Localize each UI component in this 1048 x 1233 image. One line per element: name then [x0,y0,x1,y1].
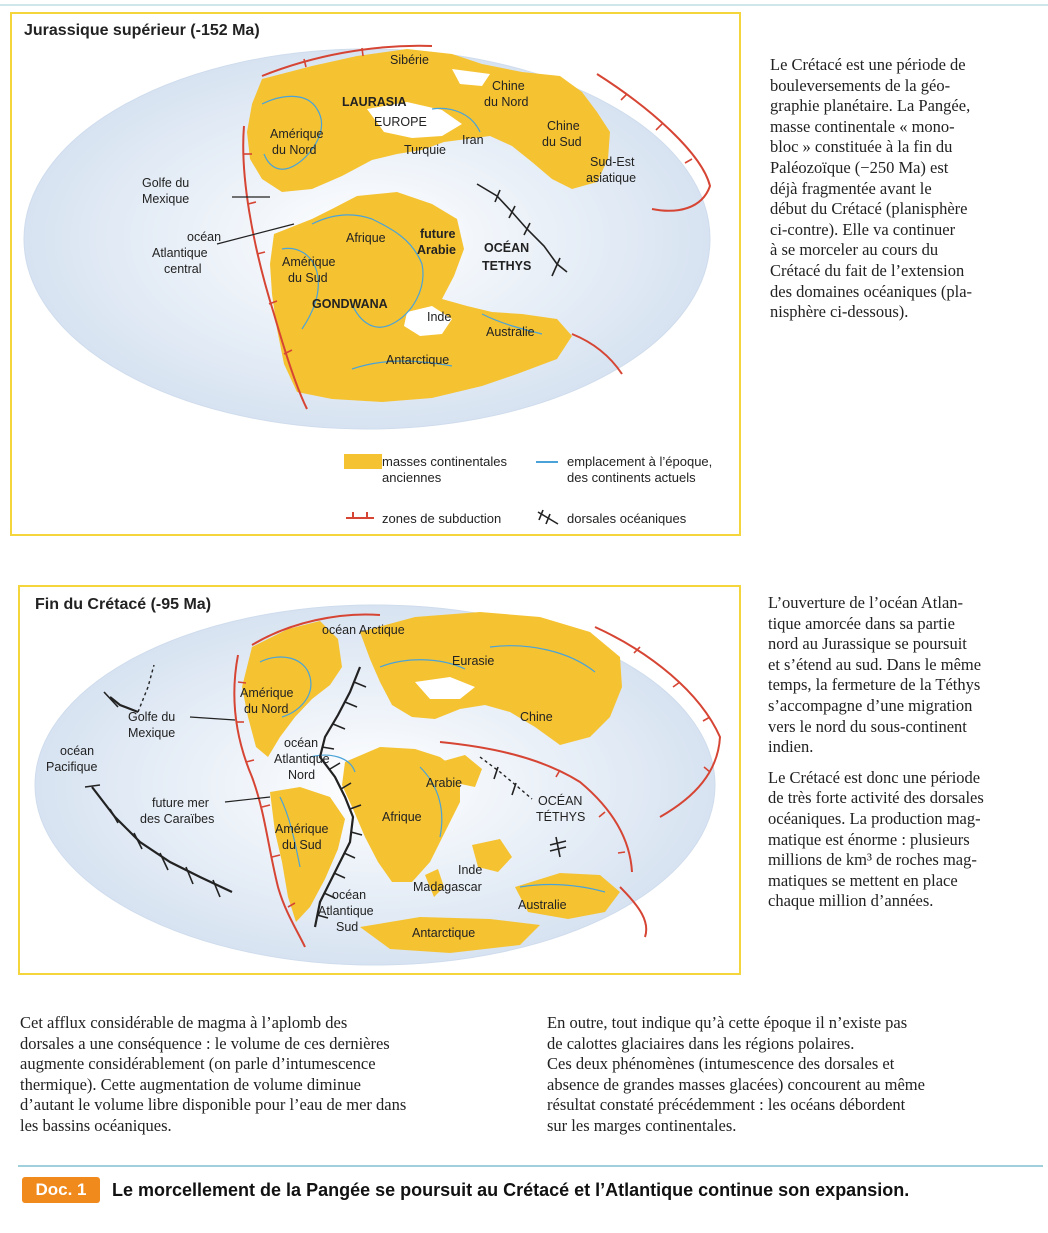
label-amerique-sud-2: du Sud [288,271,328,285]
map-cretace-title: Fin du Crétacé (-95 Ma) [35,596,212,613]
label-ocean-tethys-1: OCÉAN [538,794,583,808]
legend-dorsales: dorsales océaniques [567,511,687,526]
doc-badge: Doc. 1 [22,1177,100,1203]
label-ocean-tethys-2: TETHYS [482,259,532,273]
legend-subduction: zones de subduction [382,511,502,526]
label-antarctique: Antarctique [412,926,476,940]
label-ocean-atl-1: océan [187,230,222,244]
label-laurasia: LAURASIA [342,95,407,109]
legend-emplacement: emplacement à l’époque, des continents actuels [567,454,713,485]
legend-subduction-symbol [346,512,374,518]
label-iran: Iran [462,133,484,147]
map-cretace-frame [18,585,741,975]
label-future-mer-1: future mer [152,796,209,810]
label-amerique-nord-1: Amérique [240,686,294,700]
doc-caption-rule [18,1165,1043,1167]
label-ocean-atls-1: océan [332,888,367,902]
label-golfe-1: Golfe du [142,176,190,190]
label-chine-nord-1: Chine [492,79,525,93]
label-amerique-nord-1: Amérique [270,127,324,141]
label-ocean-atln-3: Nord [288,768,316,782]
legend-continent-swatch [344,454,382,469]
label-arabie: Arabie [426,776,463,790]
label-antarctique: Antarctique [386,353,450,367]
label-chine: Chine [520,710,553,724]
label-chine-sud-2: du Sud [542,135,582,149]
top-rule [0,4,1048,6]
label-inde: Inde [458,863,483,877]
label-ocean-pac-1: océan [60,744,95,758]
label-amerique-nord-2: du Nord [244,702,289,716]
label-eurasie: Eurasie [452,654,495,668]
label-chine-sud-1: Chine [547,119,580,133]
label-sud-est-2: asiatique [586,171,637,185]
label-amerique-sud-1: Amérique [275,822,329,836]
label-ocean-atl-3: central [164,262,202,276]
label-australie: Australie [486,325,535,339]
label-afrique: Afrique [382,810,422,824]
bottom-text-left: Cet afflux considérable de magma à l’aplomb des dorsales a une conséquence : le volume de ces dernières augmente considérablement (on parle d’intumescence thermique). Cette augmentation de volume diminue d’autant le volume libre disponible pour l’eau de mer dans les bassins océaniques. [20,1013,407,1135]
label-golfe-2: Mexique [142,192,190,206]
label-ocean-atl-2: Atlantique [152,246,208,260]
label-ocean-tethys-1: OCÉAN [484,241,530,255]
label-amerique-nord-2: du Nord [272,143,317,157]
label-amerique-sud-1: Amérique [282,255,336,269]
label-europe: EUROPE [374,115,427,129]
side-text-2 [768,593,1043,922]
side-text-1: Le Crétacé est une période de bouleversements de la géo- graphie planétaire. La Pangée, masse continentale « mono- bloc » constituée à la fin du Paléozoïque (−250 Ma) est déjà fragmentée avant le début du Crétacé (planisphère ci-contre). Elle va continuer à se morceler au cours du Crétacé du fait de l’extension des domaines océaniques (pla- nisphère ci-dessous). [770,55,973,322]
label-afrique: Afrique [346,231,386,245]
label-madagascar: Madagascar [413,880,482,894]
map-jurassique-frame [10,12,741,536]
label-chine-nord-2: du Nord [484,95,529,109]
label-ocean-atls-3: Sud [336,920,359,934]
label-siberie: Sibérie [390,53,429,67]
label-ocean-atln-1: océan [284,736,319,750]
label-ocean-arctique: océan Arctique [322,623,405,637]
bottom-text-right: En outre, tout indique qu’à cette époque il n’existe pas de calottes glaciaires dans les régions polaires. Ces deux phénomènes (intumescence des dorsales et absence de grandes masses glacées) concourent au même résultat constaté précédemment : les océans débordent sur les marges continentales. [547,1013,925,1135]
label-gondwana: GONDWANA [312,297,388,311]
label-future-arabie-2: Arabie [417,243,456,257]
label-sud-est-1: Sud-Est [590,155,635,169]
legend-masses: masses continentales anciennes [382,454,508,485]
label-future-mer-2: des Caraïbes [140,812,215,826]
doc-caption: Le morcellement de la Pangée se poursuit au Crétacé et l’Atlantique continue son expansion. [112,1180,910,1200]
label-inde: Inde [427,310,452,324]
side-text-2-paragraph-2: Le Crétacé est donc une période de très forte activité des dorsales océaniques. La production mag- matique est énorme : plusieurs millions de km³ de roches mag- matiques se mettent en place chaque million d’années. [768,767,984,911]
label-ocean-atln-2: Atlantique [274,752,330,766]
label-ocean-tethys-2: TÉTHYS [536,810,586,824]
side-text-2-paragraph-1: L’ouverture de l’océan Atlan- tique amorcée dans sa partie nord au Jurassique se poursuit et s’étend au sud. Dans le même temps, la fermeture de la Téthys s’accompagne d’une migration vers le nord du sous-continent indien. [768,593,982,757]
label-ocean-pac-2: Pacifique [46,760,98,774]
label-golfe-1: Golfe du [128,710,176,724]
map-jurassique-title: Jurassique supérieur (-152 Ma) [24,22,260,39]
label-australie: Australie [518,898,567,912]
label-golfe-2: Mexique [128,726,176,740]
label-turquie: Turquie [404,143,446,157]
label-ocean-atls-2: Atlantique [318,904,374,918]
label-amerique-sud-2: du Sud [282,838,322,852]
map-cretace [20,587,739,973]
label-future-arabie-1: future [420,227,456,241]
legend-ridge-symbol [538,510,558,524]
